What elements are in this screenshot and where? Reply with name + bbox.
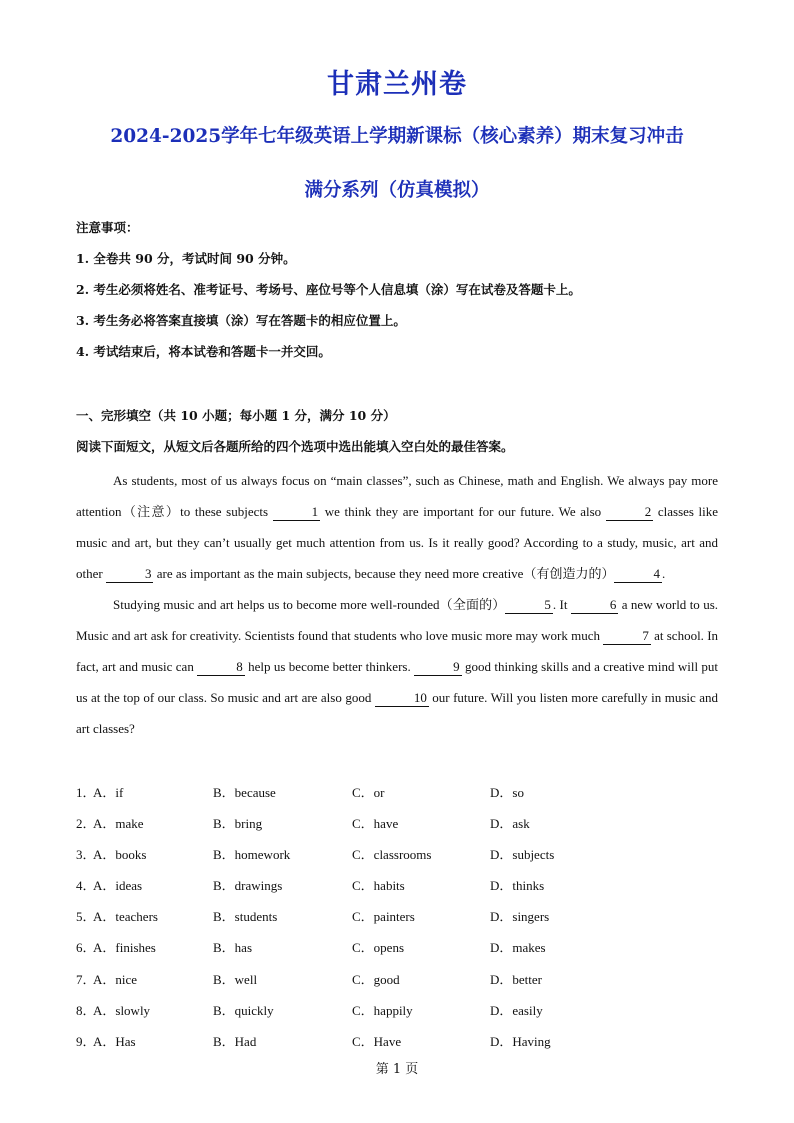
option-d: D．thinks (490, 878, 545, 894)
blank-9: 9 (414, 659, 462, 676)
question-row-4 (76, 869, 736, 900)
passage-text: at school. In fact, art and music can (76, 628, 719, 674)
option-b: B．students (213, 909, 278, 925)
blank-10: 10 (375, 690, 429, 707)
page-title: 甘肃兰州卷 (327, 69, 467, 100)
page-number: 第 1 页 (375, 1062, 419, 1077)
notes-heading: 注意事项： (76, 220, 139, 235)
option-a: A．nice (93, 971, 138, 987)
notes-item: 4. 考试结束后，将本试卷和答题卡一并交回。 (76, 344, 331, 359)
blank-7: 7 (603, 628, 651, 645)
option-c: C．good (352, 971, 400, 987)
question-row-8 (76, 994, 736, 1025)
option-a: A．Has (93, 1033, 136, 1049)
option-a: A．teachers (93, 909, 158, 925)
option-c: C．happily (352, 1002, 413, 1018)
option-b: B．well (213, 971, 258, 987)
passage-text: . (661, 566, 666, 581)
passage-paragraph-2 (76, 589, 718, 744)
section-heading: 一、完形填空（共 10 小题；每小题 1 分，满分 10 分） (76, 408, 396, 423)
question-row-7 (76, 963, 736, 994)
question-row-1 (76, 776, 736, 807)
blank-5: 5 (505, 597, 553, 614)
question-row-6 (76, 931, 736, 962)
option-d: D．Having (490, 1033, 551, 1049)
question-row-5 (76, 900, 736, 931)
passage-text: help us become better thinkers. (248, 659, 411, 674)
option-b: B．Had (213, 1033, 257, 1049)
option-c: C．or (352, 785, 385, 800)
option-c: C．habits (352, 878, 405, 894)
question-number: 9． (76, 1033, 96, 1049)
option-b: B．homework (213, 847, 291, 863)
option-d: D．easily (490, 1002, 543, 1018)
passage-paragraph-1 (76, 465, 718, 589)
option-d: D．singers (490, 909, 550, 925)
question-number: 5． (76, 909, 96, 925)
option-d: D．so (490, 785, 524, 800)
exam-subtitle-line2: 满分系列（仿真模拟） (304, 180, 490, 201)
passage-text: we think they are important for our future. We also (324, 504, 602, 519)
option-b: B．because (213, 785, 276, 800)
notes-item: 1. 全卷共 90 分，考试时间 90 分钟。 (76, 251, 296, 266)
exam-subtitle-line1: 2024-2025学年七年级英语上学期新课标（核心素养）期末复习冲击 (110, 126, 684, 147)
option-b: B．has (213, 940, 253, 956)
blank-3: 3 (106, 566, 154, 583)
passage-text: . It (552, 597, 568, 612)
answer-options (76, 776, 736, 1056)
option-a: A．books (93, 847, 147, 863)
cloze-passage (76, 465, 718, 744)
option-c: C．painters (352, 909, 415, 925)
passage-text: As students, most of us always focus on “main classes”, such as Chinese, math and English. We always pay more attention（注意）to these subjects (76, 473, 718, 519)
blank-6: 6 (571, 597, 619, 614)
option-b: B．quickly (213, 1002, 274, 1018)
question-number: 4． (76, 878, 96, 894)
question-number: 6． (76, 940, 96, 956)
option-a: A．finishes (93, 940, 156, 956)
option-c: C．opens (352, 940, 405, 956)
blank-1: 1 (273, 504, 321, 521)
notes-item: 2. 考生必须将姓名、准考证号、考场号、座位号等个人信息填（涂）写在试卷及答题卡上。 (76, 282, 581, 297)
option-c: C．classrooms (352, 847, 432, 863)
question-number: 3． (76, 847, 96, 863)
option-a: A．slowly (93, 1002, 151, 1018)
option-b: B．bring (213, 816, 263, 832)
option-b: B．drawings (213, 878, 283, 894)
passage-text: are as important as the main subjects, because they need more creative（有创造力的） (156, 566, 615, 581)
question-number: 8． (76, 1002, 96, 1018)
blank-2: 2 (606, 504, 654, 521)
option-c: C．have (352, 816, 399, 832)
option-a: A．ideas (93, 878, 143, 894)
question-number: 1． (76, 785, 96, 800)
passage-text: our future. Will you listen more carefully in music and art classes? (76, 690, 719, 736)
passage-text: a new world to us. Music and art ask for creativity. Scientists found that students who love music more may work much (76, 597, 719, 643)
option-d: D．subjects (490, 847, 555, 863)
option-c: C．Have (352, 1033, 402, 1049)
option-d: D．ask (490, 816, 530, 832)
blank-8: 8 (197, 659, 245, 676)
exam-notes (76, 218, 736, 373)
passage-text: Studying music and art helps us to become more well-rounded（全面的） (113, 597, 506, 612)
question-row-2 (76, 807, 736, 838)
question-row-9 (76, 1025, 736, 1056)
section-instruction: 阅读下面短文，从短文后各题所给的四个选项中选出能填入空白处的最佳答案。 (76, 439, 514, 454)
passage-text: good thinking skills and a creative mind will put us at the top of our class. So music and art are also good (76, 659, 719, 705)
option-d: D．better (490, 971, 542, 987)
option-a: A．make (93, 816, 144, 832)
passage-text: classes like music and art, but they can’t usually get much attention from us. Is it really good? According to a study, music, art and other (76, 504, 719, 581)
question-row-3 (76, 838, 736, 869)
question-number: 2． (76, 816, 96, 832)
option-d: D．makes (490, 940, 546, 956)
question-number: 7． (76, 971, 96, 987)
blank-4: 4 (614, 566, 662, 583)
option-a: A．if (93, 785, 124, 800)
notes-item: 3. 考生务必将答案直接填（涂）写在答题卡的相应位置上。 (76, 313, 406, 328)
